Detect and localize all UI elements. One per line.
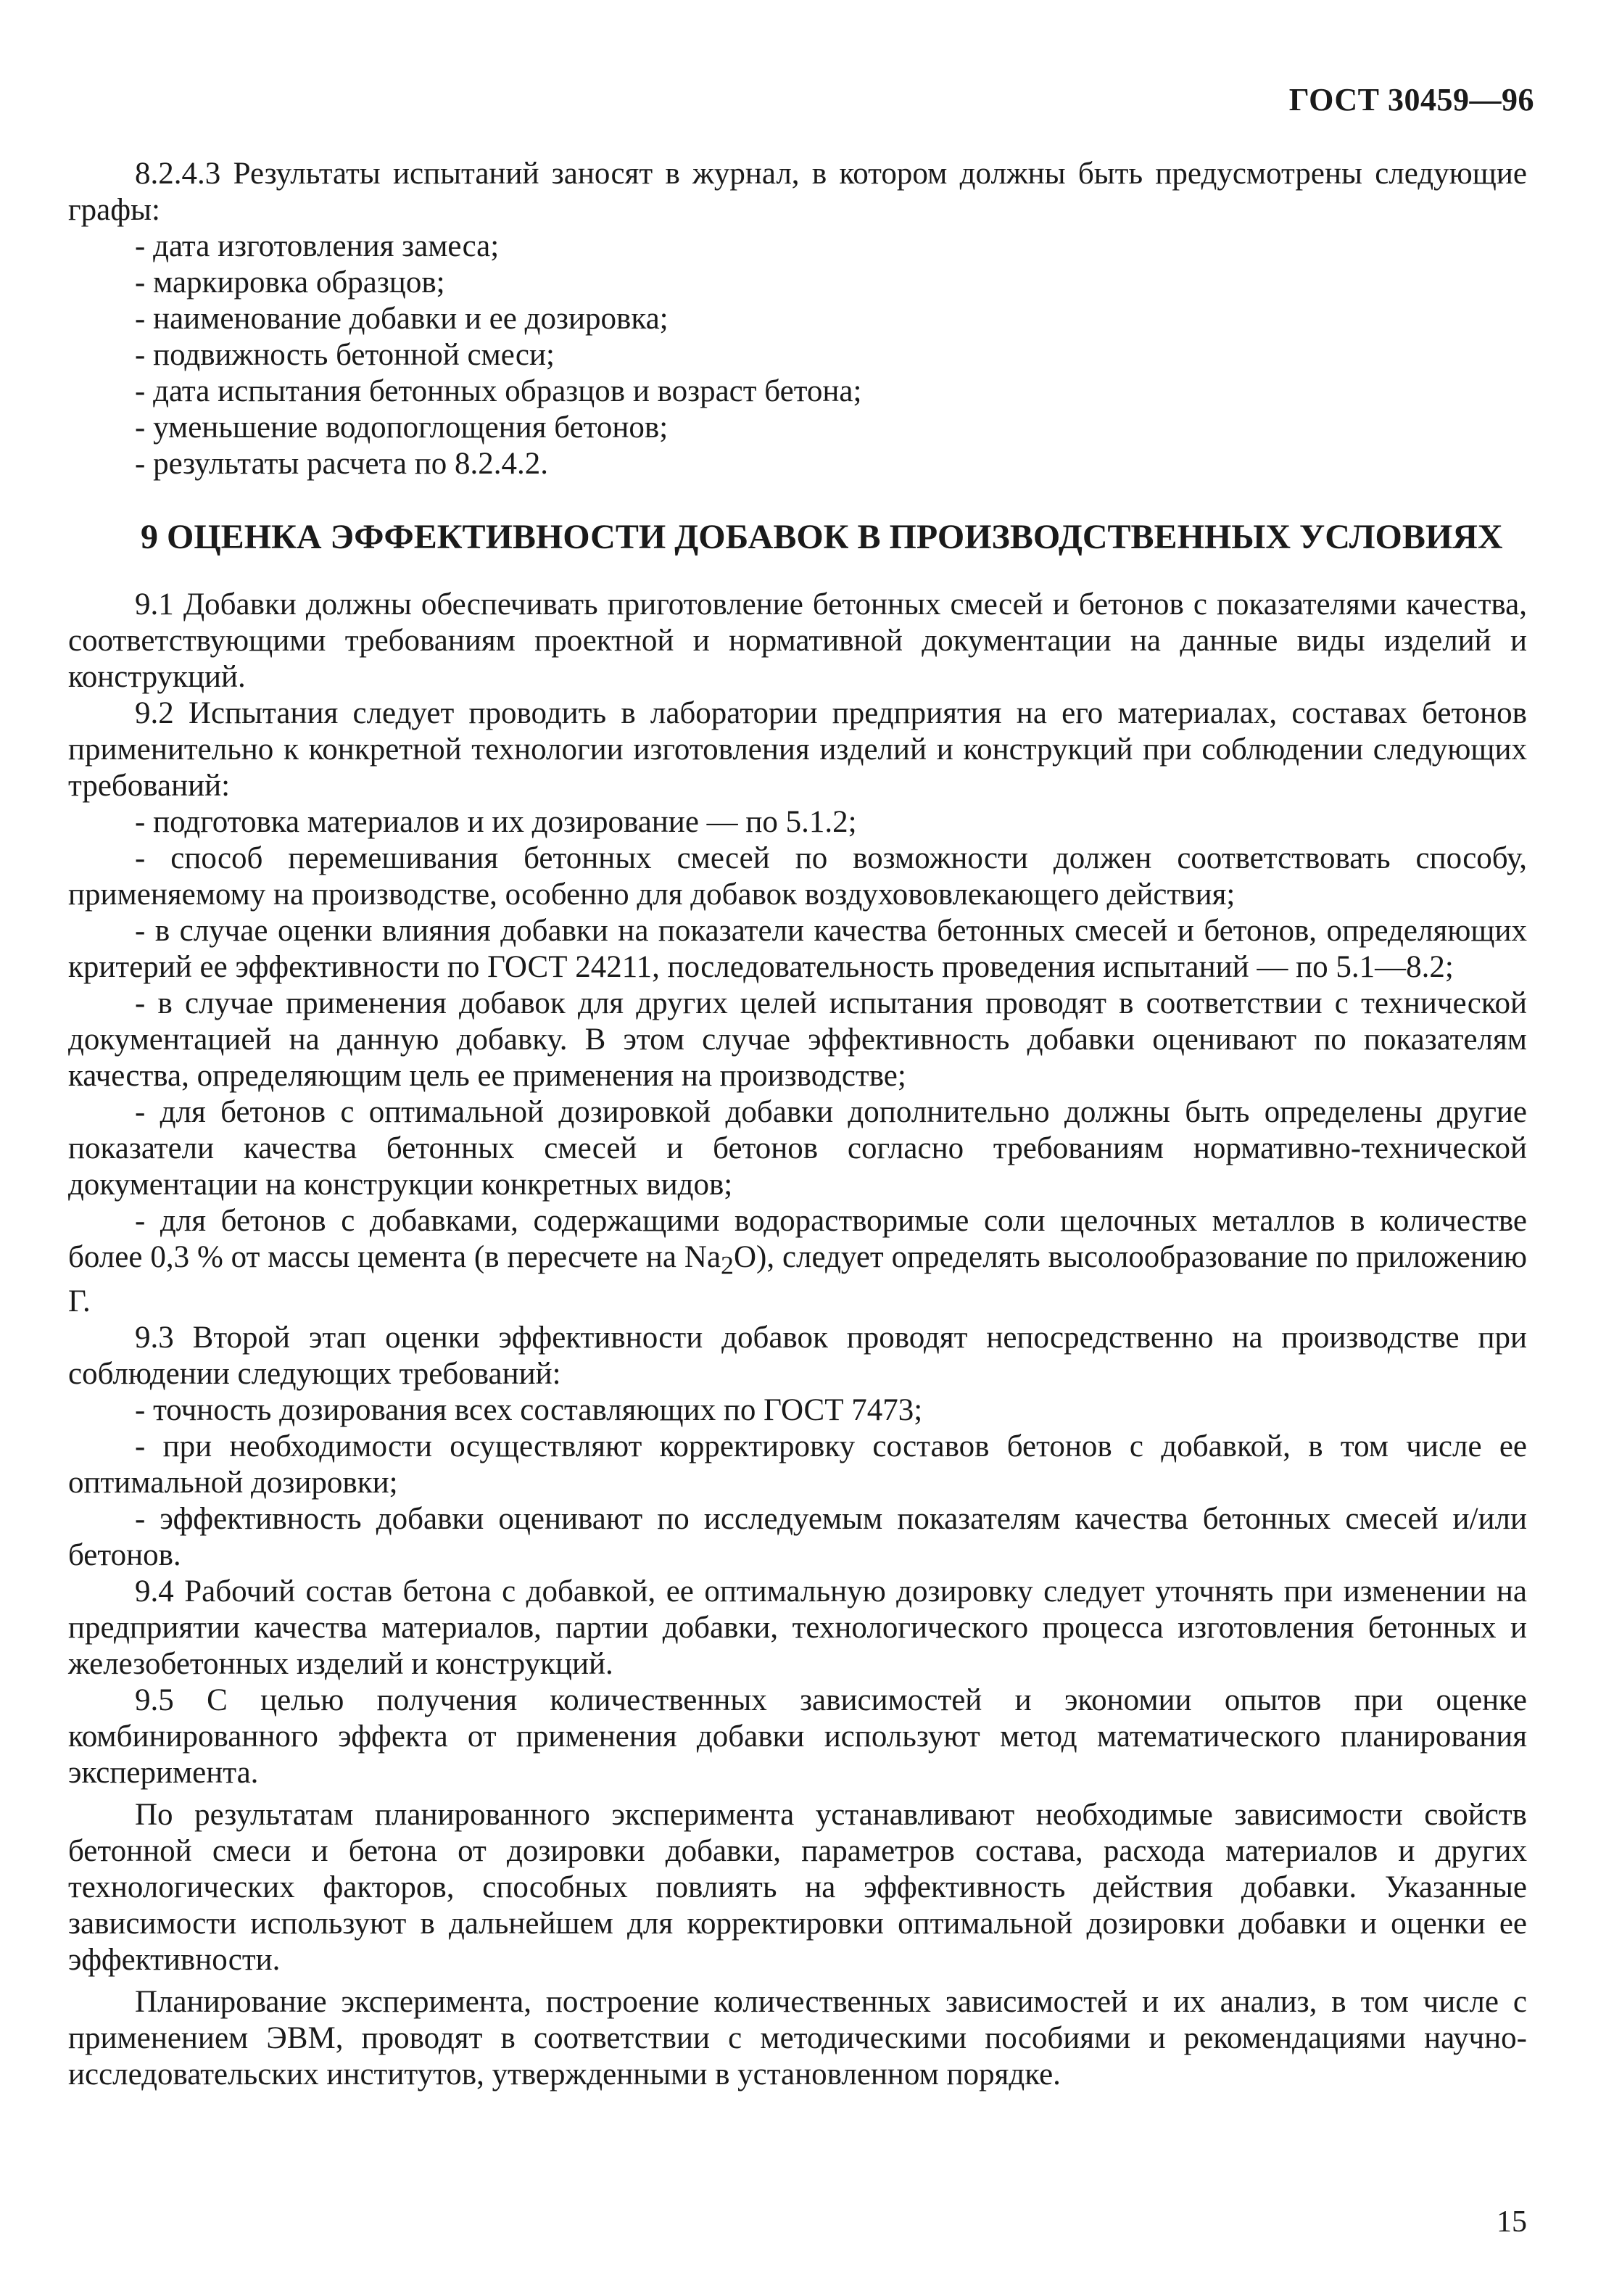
list-item: - для бетонов с оптимальной дозировкой добавки дополнительно должны быть определены другие показатели качества бетонных смесей и бетонов согласно требованиям нормативно-технической документации на конструкции конкретных видов; — [68, 1095, 1527, 1202]
document-id-header: ГОСТ 30459—96 — [1288, 82, 1534, 117]
list-item: - уменьшение водопоглощения бетонов; — [135, 410, 669, 445]
list-item: - в случае оценки влияния добавки на показатели качества бетонных смесей и бетонов, определяющих критерий ее эффективности по ГОСТ 24211, последовательность проведения испытаний — по 5.1—8.2; — [68, 914, 1527, 984]
list-item: - дата испытания бетонных образцов и возраст бетона; — [135, 374, 862, 408]
paragraph-9-1: 9.1 Добавки должны обеспечивать приготовление бетонных смесей и бетонов с показателями качества, соответствующими требованиям проектной и нормативной документации на данные виды изделий и конструкций. — [68, 587, 1527, 694]
list-item: - способ перемешивания бетонных смесей по возможности должен соответствовать способу, применяемому на производстве, особенно для добавок воздухововлекающего действия; — [68, 841, 1527, 912]
section-9-heading: 9 ОЦЕНКА ЭФФЕКТИВНОСТИ ДОБАВОК В ПРОИЗВОДСТВЕННЫХ УСЛОВИЯХ — [141, 518, 1503, 556]
list-item-text: - для бетонов с добавками, содержащими водорастворимые соли щелочных металлов в количестве более 0,3 % от массы цемента (в пересчете на Na — [68, 1204, 1527, 1274]
list-item: - результаты расчета по 8.2.4.2. — [135, 447, 548, 481]
list-item-na2o — [68, 1203, 1527, 1320]
subscript-2: 2 — [721, 1250, 734, 1280]
spacer — [68, 1978, 1527, 1984]
paragraph-9-5-results: По результатам планированного эксперимента устанавливают необходимые зависимости свойств бетонной смеси и бетона от дозировки добавки, параметров состава, расхода материалов и других технологических факторов, способных повлиять на эффективность действия добавки. Указанные зависимости используют в дальнейшем для корректировки оптимальной дозировки добавки и оценки ее эффективности. — [68, 1797, 1527, 1977]
list-item: - подготовка материалов и их дозирование — по 5.1.2; — [135, 805, 857, 839]
list-item-text: O), следует определять высолообразование по приложению Г. — [68, 1240, 1527, 1318]
paragraph-8-2-4-3: 8.2.4.3 Результаты испытаний заносят в журнал, в котором должны быть предусмотрены следующие графы: — [68, 157, 1527, 227]
paragraph-9-5-planning: Планирование эксперимента, построение количественных зависимостей и их анализ, в том числе с применением ЭВМ, проводят в соответствии с методическими пособиями и рекомендациями научно-исследовательских институтов, утвержденными в установленном порядке. — [68, 1984, 1527, 2091]
list-item: - точность дозирования всех составляющих по ГОСТ 7473; — [135, 1392, 923, 1427]
paragraph-9-3: 9.3 Второй этап оценки эффективности добавок проводят непосредственно на производстве при соблюдении следующих требований: — [68, 1320, 1527, 1391]
document-body — [68, 156, 1527, 2093]
list-item: - наименование добавки и ее дозировка; — [135, 302, 669, 336]
list-item: - маркировка образцов; — [135, 265, 445, 300]
paragraph-9-5: 9.5 С целью получения количественных зависимостей и экономии опытов при оценке комбинированного эффекта от применения добавки используют метод математического планирования эксперимента. — [68, 1682, 1527, 1790]
list-item: - дата изготовления замеса; — [135, 229, 500, 263]
spacer — [68, 1791, 1527, 1797]
list-item: - подвижность бетонной смеси; — [135, 338, 555, 372]
list-item: - в случае применения добавок для других целей испытания проводят в соответствии с технической документацией на данную добавку. В этом случае эффективность добавки оценивают по показателям качества, определяющим цель ее применения на производстве; — [68, 986, 1527, 1093]
paragraph-9-4: 9.4 Рабочий состав бетона с добавкой, ее оптимальную дозировку следует уточнять при изменении на предприятии качества материалов, партии добавки, технологического процесса изготовления бетонных и железобетонных изделий и конструкций. — [68, 1574, 1527, 1681]
page-number: 15 — [1497, 2205, 1527, 2239]
paragraph-9-2: 9.2 Испытания следует проводить в лаборатории предприятия на его материалах, составах бетонов применительно к конкретной технологии изготовления изделий и конструкций при соблюдении следующих требований: — [68, 696, 1527, 803]
list-item: - при необходимости осуществляют корректировку составов бетонов с добавкой, в том числе ее оптимальной дозировки; — [68, 1429, 1527, 1500]
list-item: - эффективность добавки оценивают по исследуемым показателям качества бетонных смесей и/или бетонов. — [68, 1501, 1527, 1572]
